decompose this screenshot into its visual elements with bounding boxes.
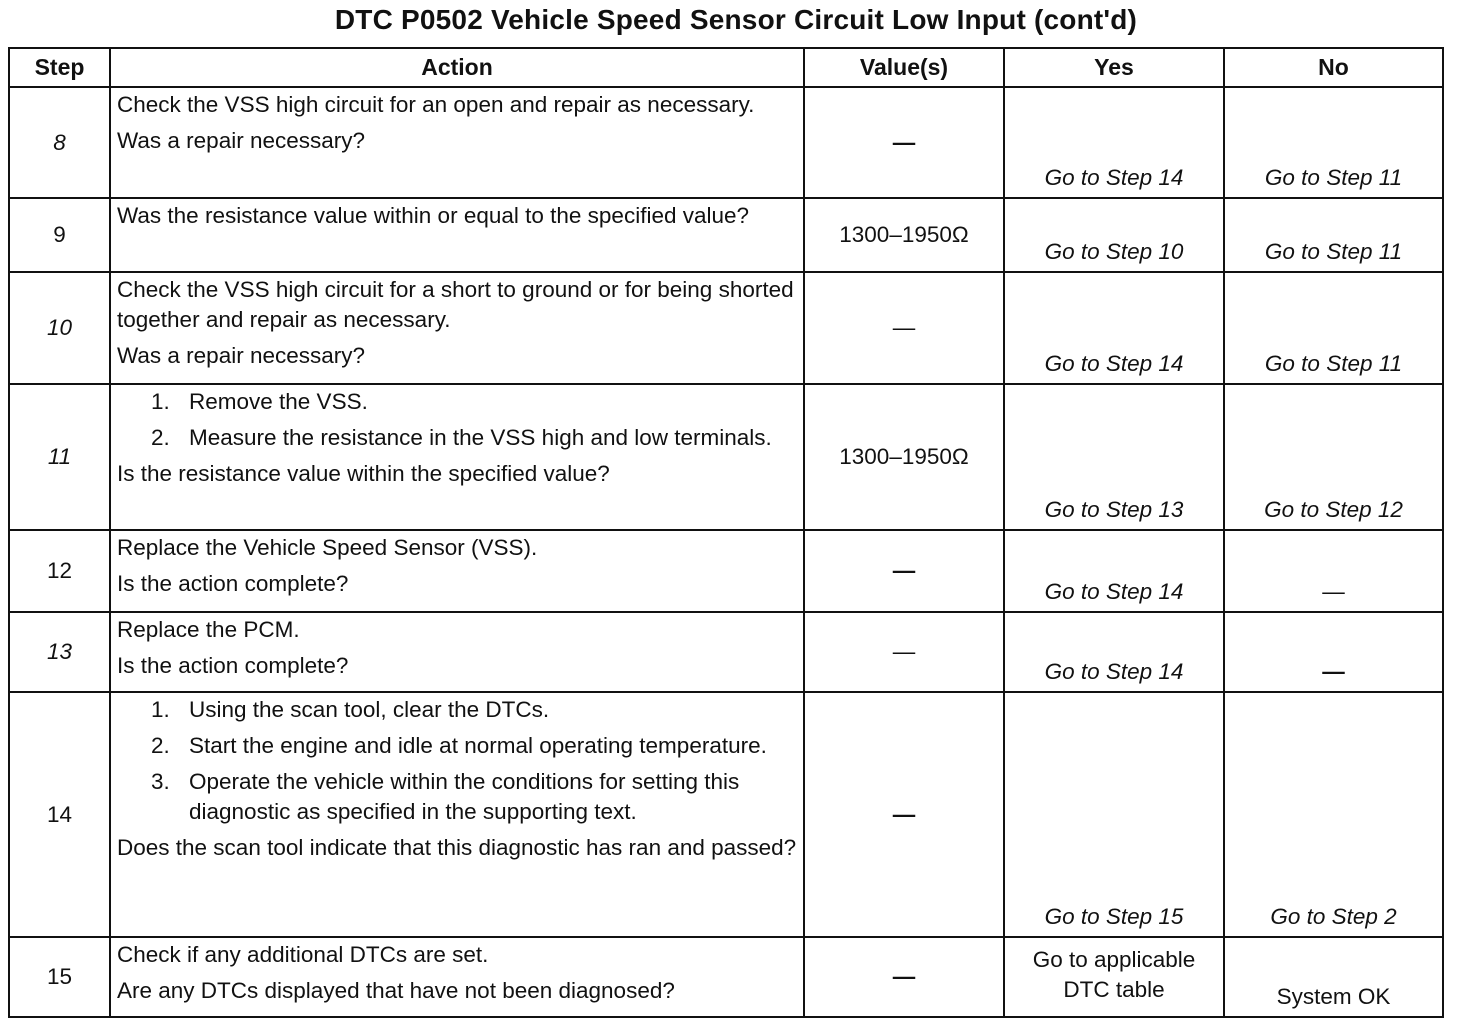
table-row (9, 198, 1443, 272)
no-cell: System OK (1224, 937, 1443, 1017)
yes-cell: Go to Step 14 (1004, 612, 1224, 692)
action-question: Is the resistance value within the specified value? (117, 460, 610, 486)
step-number: 12 (9, 530, 110, 612)
action-cell (110, 87, 804, 198)
value-cell: — (804, 272, 1004, 384)
yes-cell: Go to Step 14 (1004, 272, 1224, 384)
header-row (9, 48, 1443, 87)
value-cell: — (804, 692, 1004, 937)
page-title: DTC P0502 Vehicle Speed Sensor Circuit Low Input (cont'd) (334, 4, 1138, 35)
header-no: No (1224, 48, 1443, 87)
action-question: Was a repair necessary? (117, 342, 366, 368)
table-row (9, 87, 1443, 198)
table-row (9, 272, 1443, 384)
no-cell: Go to Step 11 (1224, 198, 1443, 272)
action-cell (110, 937, 804, 1017)
step-number: 13 (9, 612, 110, 692)
action-text: Replace the Vehicle Speed Sensor (VSS). (117, 535, 538, 560)
action-question: Was the resistance value within or equal to the specified value? (117, 203, 750, 228)
value-cell: — (804, 937, 1004, 1017)
action-cell (110, 272, 804, 384)
action-cell (110, 692, 804, 937)
no-cell: — (1224, 612, 1443, 692)
action-text: Replace the PCM. (117, 617, 300, 642)
value-cell: — (804, 530, 1004, 612)
action-text: Check the VSS high circuit for a short to ground or for being shorted together and repair as necessary. (117, 277, 794, 332)
step-number: 8 (9, 87, 110, 198)
header-action: Action (110, 48, 804, 87)
yes-cell: Go to Step 14 (1004, 530, 1224, 612)
table-row (9, 937, 1443, 1017)
action-cell (110, 198, 804, 272)
no-cell: Go to Step 11 (1224, 272, 1443, 384)
header-values: Value(s) (804, 48, 1004, 87)
action-cell (110, 384, 804, 530)
action-question: Is the action complete? (117, 570, 349, 596)
value-cell: — (804, 612, 1004, 692)
table-row (9, 384, 1443, 530)
action-question: Are any DTCs displayed that have not been diagnosed? (117, 977, 675, 1003)
table-row (9, 530, 1443, 612)
step-number: 10 (9, 272, 110, 384)
action-cell (110, 612, 804, 692)
list-item: 1. Using the scan tool, clear the DTCs. (151, 697, 550, 722)
step-number: 9 (9, 198, 110, 272)
value-cell: 1300–1950Ω (804, 384, 1004, 530)
no-cell: — (1224, 530, 1443, 612)
list-item: 1. Remove the VSS. (151, 389, 368, 414)
action-cell (110, 530, 804, 612)
table-row (9, 612, 1443, 692)
action-question: Does the scan tool indicate that this diagnostic has ran and passed? (117, 834, 797, 860)
list-item: 3. Operate the vehicle within the conditions for setting this diagnostic as specified in the supporting text. (151, 768, 740, 824)
diagnostic-table (8, 47, 1444, 1018)
step-number: 14 (9, 692, 110, 937)
list-item: 2. Measure the resistance in the VSS high and low terminals. (151, 424, 772, 450)
step-number: 15 (9, 937, 110, 1017)
header-step: Step (9, 48, 110, 87)
yes-cell: Go to Step 13 (1004, 384, 1224, 530)
action-text: Check if any additional DTCs are set. (117, 942, 489, 967)
no-cell: Go to Step 2 (1224, 692, 1443, 937)
action-text: Check the VSS high circuit for an open and repair as necessary. (117, 92, 755, 117)
yes-cell: Go to applicable DTC table (1004, 937, 1224, 1017)
value-cell: — (804, 87, 1004, 198)
no-cell: Go to Step 11 (1224, 87, 1443, 198)
value-cell: 1300–1950Ω (804, 198, 1004, 272)
yes-cell: Go to Step 15 (1004, 692, 1224, 937)
table-row (9, 692, 1443, 937)
yes-cell: Go to Step 10 (1004, 198, 1224, 272)
action-question: Was a repair necessary? (117, 127, 366, 153)
yes-cell: Go to Step 14 (1004, 87, 1224, 198)
header-yes: Yes (1004, 48, 1224, 87)
action-question: Is the action complete? (117, 652, 349, 678)
step-number: 11 (9, 384, 110, 530)
list-item: 2. Start the engine and idle at normal operating temperature. (151, 732, 767, 758)
no-cell: Go to Step 12 (1224, 384, 1443, 530)
